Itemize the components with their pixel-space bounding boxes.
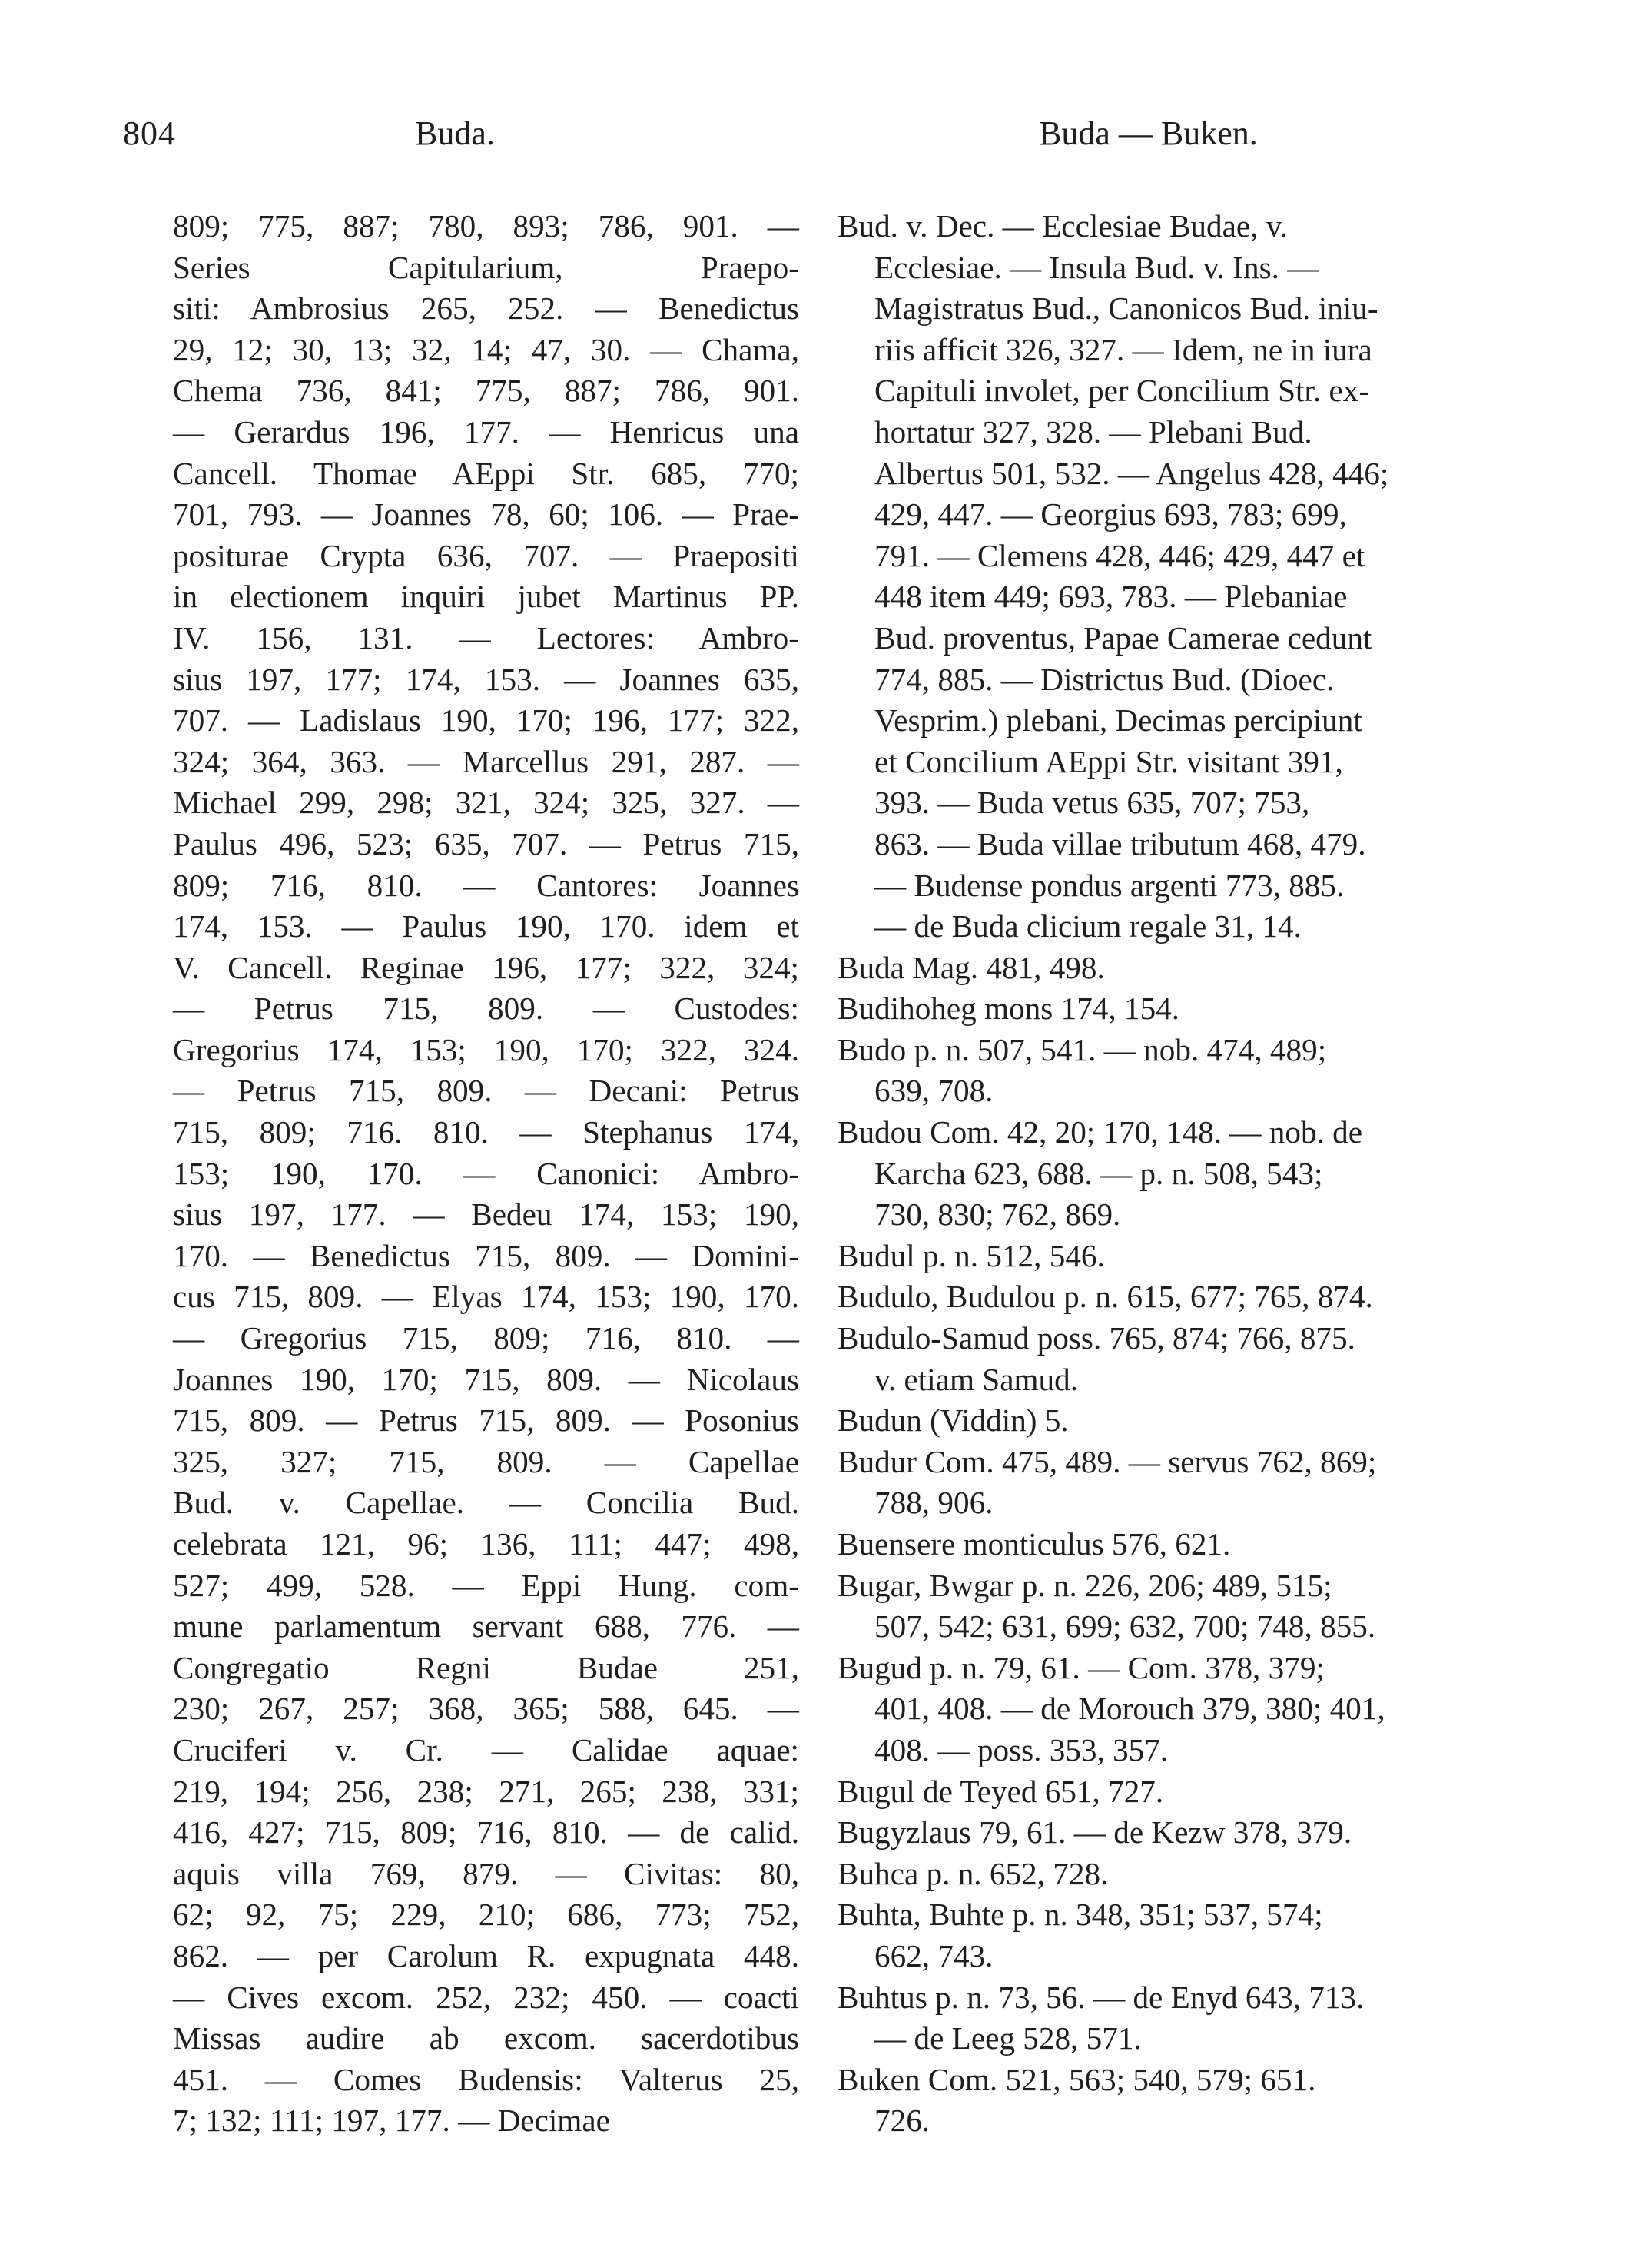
text-line: Cruciferi v. Cr. — Calidae aquae:: [173, 1731, 799, 1767]
text-line: Michael 299, 298; 321, 324; 325, 327. —: [173, 785, 799, 821]
text-line: — Budense pondus argenti 773, 885.: [874, 867, 1345, 903]
text-line: 401, 408. — de Morouch 379, 380; 401,: [874, 1691, 1385, 1727]
text-line: 324; 364, 363. — Marcellus 291, 287. —: [173, 743, 799, 779]
text-line: 726.: [874, 2103, 930, 2139]
text-line: Budulo-Samud poss. 765, 874; 766, 875.: [838, 1320, 1355, 1356]
text-line: Cancell. Thomae AEppi Str. 685, 770;: [173, 455, 799, 491]
text-line: Bugul de Teyed 651, 727.: [838, 1773, 1164, 1809]
text-line: Bud. v. Capellae. — Concilia Bud.: [173, 1485, 799, 1521]
text-line: cus 715, 809. — Elyas 174, 153; 190, 170.: [173, 1279, 799, 1315]
running-head-right: Buda — Buken.: [1039, 115, 1258, 152]
text-line: Vesprim.) plebani, Decimas percipiunt: [874, 702, 1362, 739]
text-line: Buensere monticulus 576, 621.: [838, 1526, 1231, 1562]
text-line: 325, 327; 715, 809. — Capellae: [173, 1443, 799, 1479]
text-line: Budou Com. 42, 20; 170, 148. — nob. de: [838, 1114, 1363, 1150]
text-line: Joannes 190, 170; 715, 809. — Nicolaus: [173, 1361, 799, 1397]
text-line: hortatur 327, 328. — Plebani Bud.: [874, 413, 1312, 450]
text-line: — Petrus 715, 809. — Custodes:: [173, 991, 799, 1027]
text-line: Bugud p. n. 79, 61. — Com. 378, 379;: [838, 1649, 1325, 1685]
text-line: positurae Crypta 636, 707. — Praepositi: [173, 537, 799, 573]
text-line: — Petrus 715, 809. — Decani: Petrus: [173, 1073, 799, 1109]
text-line: 809; 775, 887; 780, 893; 786, 901. —: [173, 208, 799, 244]
text-line: 170. — Benedictus 715, 809. — Domini-: [173, 1237, 799, 1273]
text-line: 7; 132; 111; 197, 177. — Decimae: [173, 2103, 610, 2139]
text-line: Buhtus p. n. 73, 56. — de Enyd 643, 713.: [838, 1979, 1365, 2015]
text-line: Congregatio Regni Budae 251,: [173, 1649, 799, 1685]
text-line: 662, 743.: [874, 1937, 994, 1973]
text-line: 863. — Buda villae tributum 468, 479.: [874, 825, 1366, 861]
text-line: 862. — per Carolum R. expugnata 448.: [173, 1937, 799, 1973]
text-line: celebrata 121, 96; 136, 111; 447; 498,: [173, 1526, 799, 1562]
text-line: aquis villa 769, 879. — Civitas: 80,: [173, 1855, 799, 1891]
text-line: — de Leeg 528, 571.: [874, 2020, 1142, 2056]
text-line: 701, 793. — Joannes 78, 60; 106. — Prae-: [173, 496, 799, 533]
text-line: Budulo, Budulou p. n. 615, 677; 765, 874.: [838, 1279, 1373, 1315]
text-line: 29, 12; 30, 13; 32, 14; 47, 30. — Chama,: [173, 331, 799, 367]
text-line: 715, 809. — Petrus 715, 809. — Posonius: [173, 1402, 799, 1439]
text-line: Buhta, Buhte p. n. 348, 351; 537, 574;: [838, 1897, 1323, 1933]
text-line: Bugar, Bwgar p. n. 226, 206; 489, 515;: [838, 1567, 1332, 1603]
text-line: Series Capitularium, Praepo-: [173, 249, 799, 285]
text-line: Missas audire ab excom. sacerdotibus: [173, 2020, 799, 2056]
text-line: V. Cancell. Reginae 196, 177; 322, 324;: [173, 949, 799, 985]
text-line: Budur Com. 475, 489. — servus 762, 869;: [838, 1443, 1377, 1479]
text-line: 219, 194; 256, 238; 271, 265; 238, 331;: [173, 1773, 799, 1809]
text-line: 507, 542; 631, 699; 632, 700; 748, 855.: [874, 1608, 1376, 1645]
text-line: riis afficit 326, 327. — Idem, ne in iura: [874, 331, 1372, 367]
text-line: 416, 427; 715, 809; 716, 810. — de calid.: [173, 1814, 799, 1850]
running-head-left: Buda.: [415, 115, 495, 152]
text-line: 791. — Clemens 428, 446; 429, 447 et: [874, 537, 1365, 573]
text-line: IV. 156, 131. — Lectores: Ambro-: [173, 619, 799, 656]
text-line: Capituli involet, per Concilium Str. ex-: [874, 373, 1370, 409]
text-line: — Cives excom. 252, 232; 450. — coacti: [173, 1979, 799, 2015]
text-line: sius 197, 177; 174, 153. — Joannes 635,: [173, 661, 799, 697]
text-line: 639, 708.: [874, 1073, 994, 1109]
text-line: Buken Com. 521, 563; 540, 579; 651.: [838, 2061, 1316, 2097]
text-line: v. etiam Samud.: [874, 1361, 1079, 1397]
text-line: 715, 809; 716. 810. — Stephanus 174,: [173, 1114, 799, 1150]
text-line: 809; 716, 810. — Cantores: Joannes: [173, 867, 799, 903]
text-line: Buhca p. n. 652, 728.: [838, 1855, 1109, 1891]
text-line: 788, 906.: [874, 1485, 994, 1521]
text-line: Paulus 496, 523; 635, 707. — Petrus 715,: [173, 825, 799, 861]
text-line: et Concilium AEppi Str. visitant 391,: [874, 743, 1343, 779]
text-line: — de Buda clicium regale 31, 14.: [874, 908, 1302, 944]
text-line: — Gregorius 715, 809; 716, 810. —: [173, 1320, 799, 1356]
text-line: 230; 267, 257; 368, 365; 588, 645. —: [173, 1691, 799, 1727]
right-column: [838, 206, 1518, 2142]
text-line: Karcha 623, 688. — p. n. 508, 543;: [874, 1155, 1323, 1191]
text-line: 707. — Ladislaus 190, 170; 196, 177; 322,: [173, 702, 799, 739]
page-number: 804: [123, 115, 176, 152]
left-column: [173, 206, 799, 2142]
text-line: in electionem inquiri jubet Martinus PP.: [173, 579, 799, 615]
text-line: Magistratus Bud., Canonicos Bud. iniu-: [874, 290, 1378, 327]
text-line: Bugyzlaus 79, 61. — de Kezw 378, 379.: [838, 1814, 1352, 1850]
text-line: 774, 885. — Districtus Bud. (Dioec.: [874, 661, 1335, 697]
text-line: siti: Ambrosius 265, 252. — Benedictus: [173, 290, 799, 327]
text-line: Chema 736, 841; 775, 887; 786, 901.: [173, 373, 799, 409]
text-line: 174, 153. — Paulus 190, 170. idem et: [173, 908, 799, 944]
text-line: — Gerardus 196, 177. — Henricus una: [173, 413, 799, 450]
text-line: 62; 92, 75; 229, 210; 686, 773; 752,: [173, 1897, 799, 1933]
text-line: 408. — poss. 353, 357.: [874, 1731, 1169, 1767]
text-line: Gregorius 174, 153; 190, 170; 322, 324.: [173, 1031, 799, 1067]
text-line: Budihoheg mons 174, 154.: [838, 991, 1180, 1027]
text-line: Ecclesiae. — Insula Bud. v. Ins. —: [874, 249, 1319, 285]
text-line: Bud. v. Dec. — Ecclesiae Budae, v.: [838, 208, 1288, 244]
text-line: 153; 190, 170. — Canonici: Ambro-: [173, 1155, 799, 1191]
text-line: 393. — Buda vetus 635, 707; 753,: [874, 785, 1310, 821]
text-line: Albertus 501, 532. — Angelus 428, 446;: [874, 455, 1389, 491]
text-line: 429, 447. — Georgius 693, 783; 699,: [874, 496, 1347, 533]
text-line: 448 item 449; 693, 783. — Plebaniae: [874, 579, 1348, 615]
text-line: Bud. proventus, Papae Camerae cedunt: [874, 619, 1372, 656]
text-line: Budun (Viddin) 5.: [838, 1402, 1069, 1439]
text-line: 451. — Comes Budensis: Valterus 25,: [173, 2061, 799, 2097]
text-line: sius 197, 177. — Bedeu 174, 153; 190,: [173, 1197, 799, 1233]
text-line: Budul p. n. 512, 546.: [838, 1237, 1105, 1273]
text-line: 527; 499, 528. — Eppi Hung. com-: [173, 1567, 799, 1603]
text-line: 730, 830; 762, 869.: [874, 1197, 1121, 1233]
text-line: Buda Mag. 481, 498.: [838, 949, 1105, 985]
text-line: Budo p. n. 507, 541. — nob. 474, 489;: [838, 1031, 1327, 1067]
text-line: mune parlamentum servant 688, 776. —: [173, 1608, 799, 1645]
